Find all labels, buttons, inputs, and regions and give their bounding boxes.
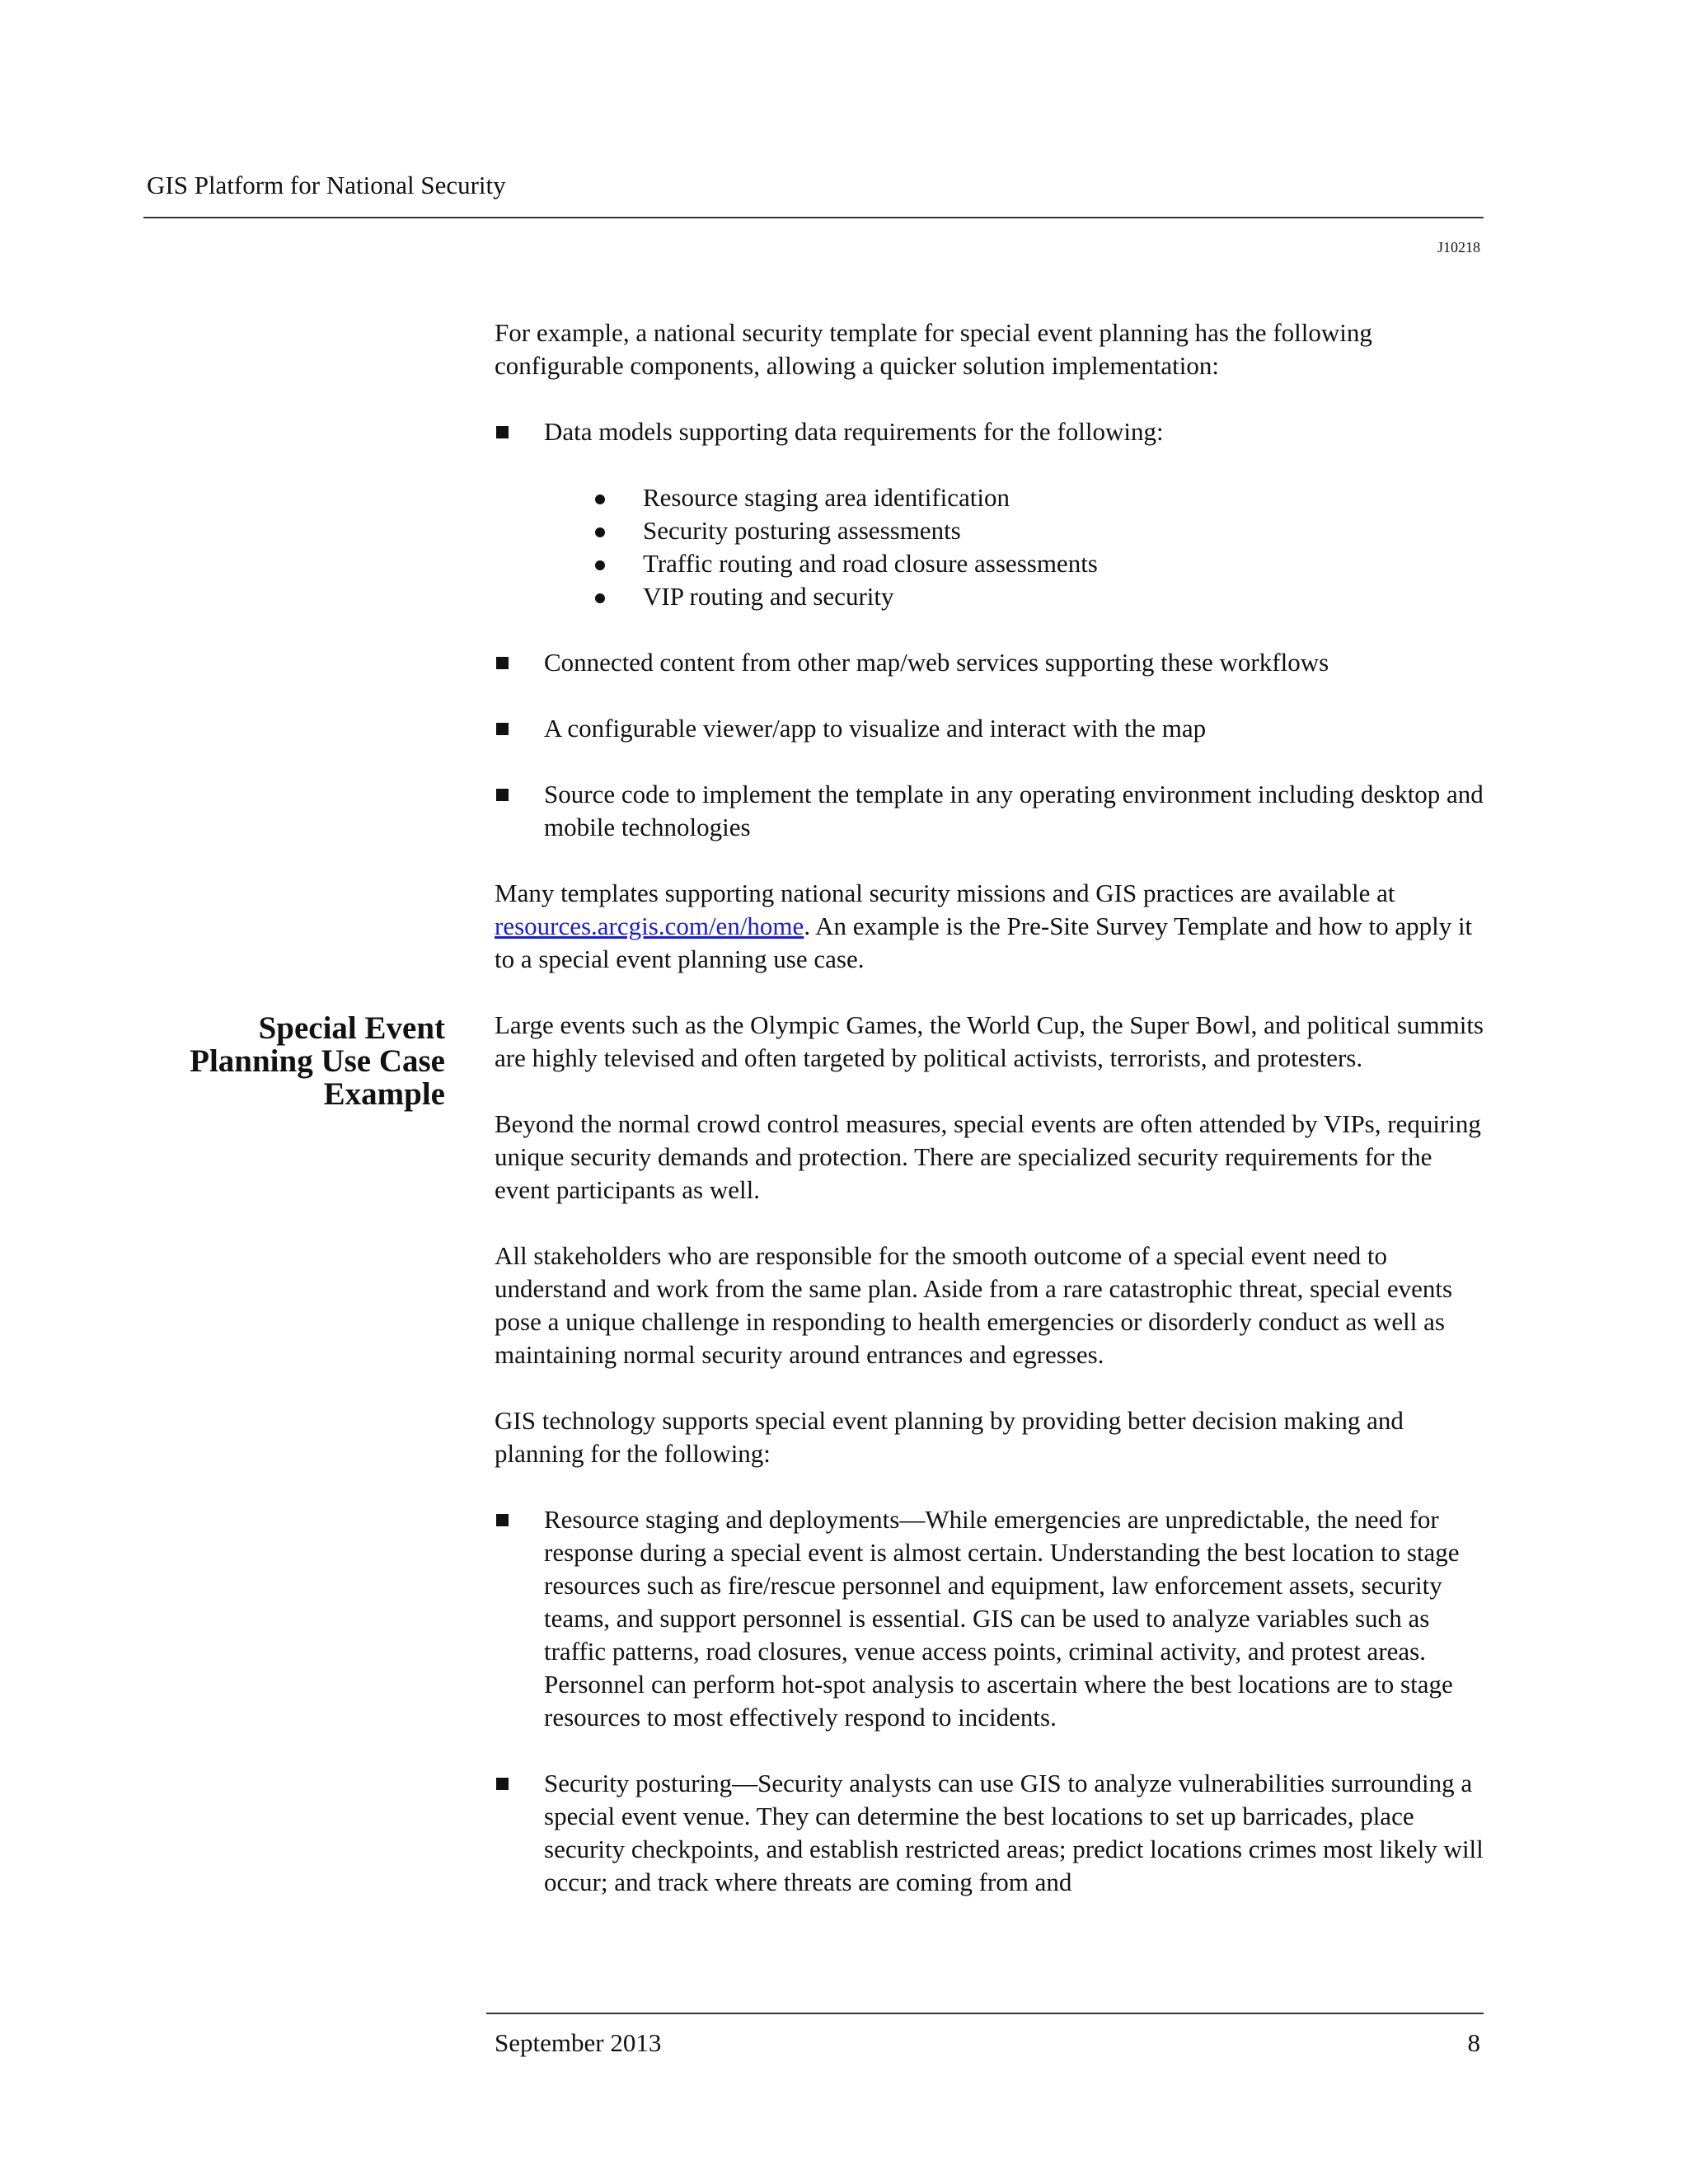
body-paragraph: Beyond the normal crowd control measures, special events are often attended by VIPs, requiring unique security demands and protection. There are specialized security requirements for the event participants as well. xyxy=(495,1109,1481,1204)
square-bullet-icon xyxy=(496,426,509,438)
body-paragraph: Large events such as the Olympic Games, the World Cup, the Super Bowl, and political summits are highly televised and often targeted by political activists, terrorists, and protesters. xyxy=(495,1010,1484,1072)
square-bullet-icon xyxy=(496,1778,509,1790)
footer-rule xyxy=(486,2013,1484,2014)
list-item-text: Resource staging and deployments—While emergencies are unpredictable, the need for response during a special event is almost certain. Understanding the best location to stage resources such as fire/rescue personnel and equipment, law enforcement assets, security teams, and support personnel is essential. GIS can be used to analyze variables such as traffic patterns, road closures, venue access points, criminal activity, and protest areas. Personnel can perform hot-spot analysis to ascertain where the best locations are to stage resources to most effectively respond to incidents. xyxy=(544,1505,1460,1732)
body-paragraph: GIS technology supports special event planning by providing better decision making and planning for the following: xyxy=(495,1406,1404,1468)
sublist-item-text: VIP routing and security xyxy=(643,582,894,611)
list-item xyxy=(495,1767,1484,1899)
round-bullet-icon xyxy=(595,494,605,504)
round-bullet-icon xyxy=(595,593,605,603)
sublist-item xyxy=(544,580,1484,613)
list-item xyxy=(495,646,1484,679)
list-item-text: Security posturing—Security analysts can use GIS to analyze vulnerabilities surrounding a special event venue. They can determine the best locations to set up barricades, place security checkpoints, and establish restricted areas; predict locations crimes most likely will occur; and track where threats are coming from and xyxy=(544,1769,1484,1896)
section-side-heading xyxy=(140,1012,445,1111)
sublist-item-text: Traffic routing and road closure assessments xyxy=(643,549,1098,578)
square-bullet-icon xyxy=(496,657,509,669)
sublist-item-text: Resource staging area identification xyxy=(643,483,1010,512)
sublist-item-text: Security posturing assessments xyxy=(643,516,961,545)
list-item xyxy=(495,712,1484,745)
square-bullet-icon xyxy=(496,723,509,735)
document-id: J10218 xyxy=(1437,239,1480,255)
square-bullet-icon xyxy=(496,789,509,801)
list-item-text: Source code to implement the template in any operating environment including desktop and mobile technologies xyxy=(544,780,1484,841)
body-paragraph: All stakeholders who are responsible for the smooth outcome of a special event need to understand and work from the same plan. Aside from a rare catastrophic threat, special events pose a unique challenge in responding to health emergencies or disorderly conduct as well as maintaining normal security around entrances and egresses. xyxy=(495,1241,1453,1369)
list-item xyxy=(495,415,1484,613)
running-header-title: GIS Platform for National Security xyxy=(147,171,506,199)
round-bullet-icon xyxy=(595,527,605,537)
templates-paragraph xyxy=(495,877,1484,976)
side-heading-line: Special Event xyxy=(258,1010,445,1046)
footer-date: September 2013 xyxy=(495,2028,662,2057)
page-number: 8 xyxy=(1467,2028,1480,2057)
header-rule xyxy=(143,217,1484,218)
intro-paragraph: For example, a national security template for special event planning has the following configurable components, allowing a quicker solution implementation: xyxy=(495,318,1372,380)
sublist-item xyxy=(544,514,1484,547)
sublist-item xyxy=(544,547,1484,580)
square-bullet-icon xyxy=(496,1514,509,1526)
list-item-text: A configurable viewer/app to visualize and interact with the map xyxy=(544,714,1207,743)
list-item xyxy=(495,1503,1484,1734)
planning-list xyxy=(495,1503,1484,1899)
templates-text-after: . An example is the Pre-Site Survey Template and how to apply it to a special event planning use case. xyxy=(495,912,1473,973)
side-heading-line: Planning Use Case xyxy=(190,1043,445,1079)
data-models-sublist xyxy=(544,481,1484,613)
resources-link[interactable]: resources.arcgis.com/en/home xyxy=(495,912,804,940)
list-item xyxy=(495,778,1484,844)
components-list xyxy=(495,415,1484,844)
main-content xyxy=(495,316,1484,1932)
list-item-text: Connected content from other map/web services supporting these workflows xyxy=(544,648,1329,677)
templates-text-before: Many templates supporting national security missions and GIS practices are available at xyxy=(495,879,1395,907)
round-bullet-icon xyxy=(595,560,605,570)
sublist-item xyxy=(544,481,1484,514)
list-item-text: Data models supporting data requirements for the following: xyxy=(544,417,1164,446)
side-heading-line: Example xyxy=(323,1076,445,1112)
